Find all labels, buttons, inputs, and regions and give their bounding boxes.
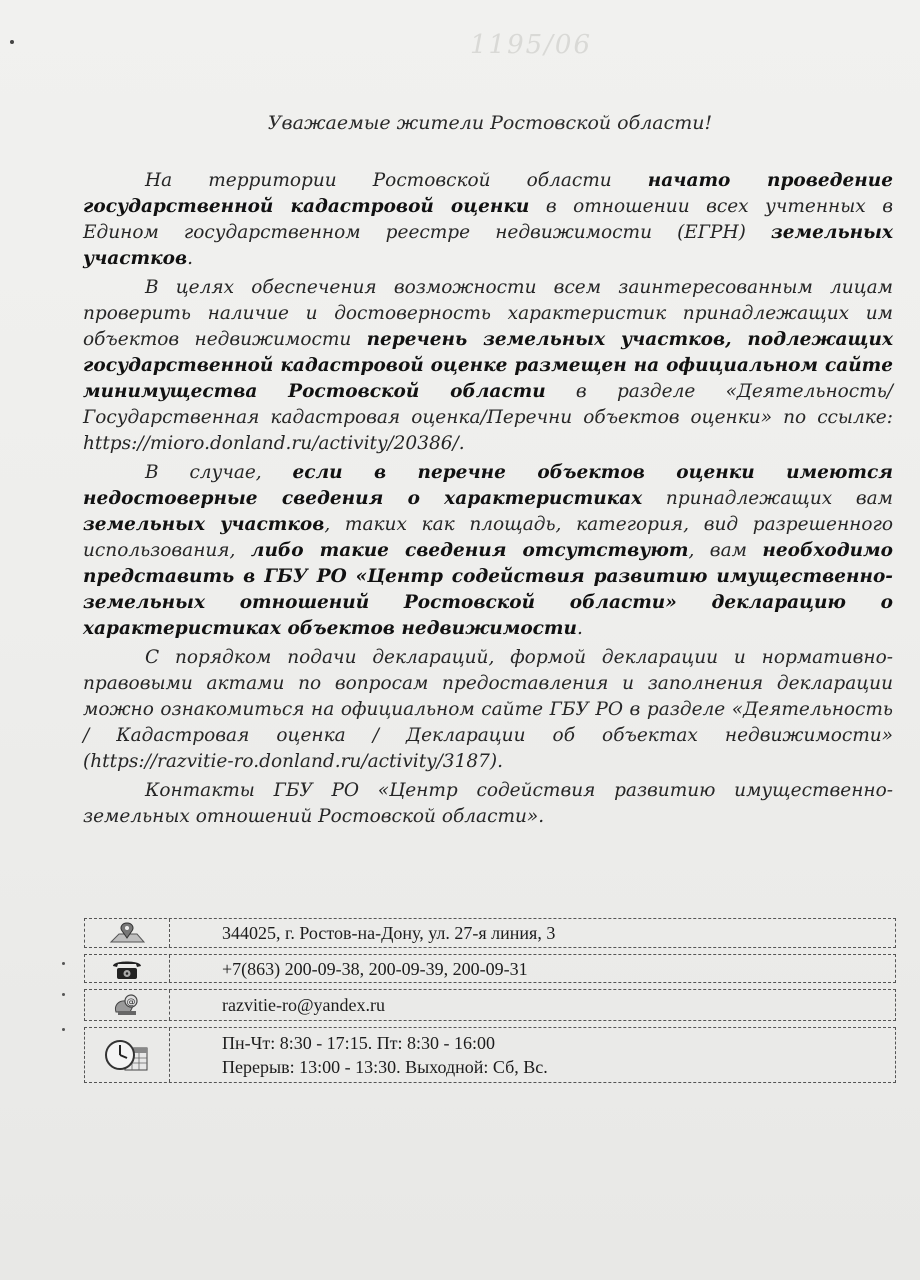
paragraph-text: . [576, 618, 583, 639]
email-icon [85, 990, 170, 1020]
phones-text: +7(863) 200-09-38, 200-09-39, 200-09-31 [222, 958, 528, 979]
margin-dot [62, 962, 65, 965]
address-text: 344025, г. Ростов-на-Дону, ул. 27-я линия, 3 [222, 923, 556, 943]
paragraph-text: В целях обеспечения возможности всем заинтересованным лицам проверить наличие и достоверность характеристик принадлежащих им объектов недвижимости [83, 277, 893, 350]
contact-row-hours [84, 1027, 896, 1083]
paragraph-text: На территории Ростовской области [145, 170, 648, 191]
map-pin-icon [85, 919, 170, 947]
contact-row-email [84, 989, 896, 1021]
clock-calendar-icon [85, 1028, 170, 1082]
emphasis-text: необходимо представить в ГБУ РО «Центр содействия развитию имущественно-земельных отношений Ростовской области» декларацию о характеристиках объектов недвижимости [83, 540, 893, 639]
paragraph-text: в отношении всех учтенных в Едином государственном реестре недвижимости (ЕГРН) [83, 196, 893, 243]
ink-mark [10, 40, 14, 44]
paragraph-text: . [187, 248, 194, 269]
emphasis-text: если в перечне объектов оценки имеются недостоверные сведения о характеристиках [83, 462, 893, 509]
emphasis-text: либо такие сведения отсутствуют [250, 540, 689, 561]
svg-text:@: @ [126, 997, 136, 1008]
email-text: razvitie-ro@yandex.ru [222, 995, 386, 1015]
hours-weekdays-text: Пн-Чт: 8:30 - 17:15. Пт: 8:30 - 16:00 [222, 1033, 496, 1053]
contact-row-address [84, 918, 896, 948]
paragraph-4 [83, 645, 893, 775]
paragraph-text: , таких как площадь, категория, вид разрешенного использования, [83, 514, 893, 561]
telephone-icon [85, 955, 170, 982]
hours-break-text: Перерыв: 13:00 - 13:30. Выходной: Сб, Вс. [222, 1057, 548, 1077]
letter-body [83, 168, 893, 833]
contacts-table [84, 918, 896, 1089]
paragraph-text: принадлежащих вам [642, 488, 894, 509]
emphasis-text: перечень земельных участков, подлежащих государственной кадастровой оценке размещен на официальном сайте минимущества Ростовской области [83, 329, 893, 402]
paragraph-3 [83, 460, 893, 642]
paragraph-text: , вам [688, 540, 763, 561]
emphasis-text: земельных участков [83, 222, 893, 269]
margin-dot [62, 1028, 65, 1031]
handwritten-note: 1195/06 [470, 30, 593, 60]
emphasis-text: земельных участков [83, 514, 325, 535]
paragraph-text: Контакты ГБУ РО «Центр содействия развитию имущественно-земельных отношений Ростовской области». [83, 780, 893, 827]
paragraph-text: С порядком подачи деклараций, формой декларации и нормативно-правовыми актами по вопросам предоставления и заполнения декларации можно ознакомиться на официальном сайте ГБУ РО в разделе «Деятельность / Кадастровая оценка / Декларации об объектах недвижимости» (https://razvitie-ro.donland.ru/activity/3187). [83, 647, 893, 772]
margin-dot [62, 993, 65, 996]
salutation: Уважаемые жители Ростовской области! [267, 112, 713, 134]
contact-row-phones [84, 954, 896, 983]
paragraph-text: В случае, [145, 462, 293, 483]
paragraph-5 [83, 778, 893, 830]
paragraph-2 [83, 275, 893, 457]
paragraph-1 [83, 168, 893, 272]
paragraph-text: в разделе «Деятельность/Государственная кадастровая оценка/Перечни объектов оценки» по ссылке: https://mioro.donland.ru/activity/20386/. [83, 381, 893, 454]
emphasis-text: начато проведение государственной кадастровой оценки [83, 170, 893, 217]
